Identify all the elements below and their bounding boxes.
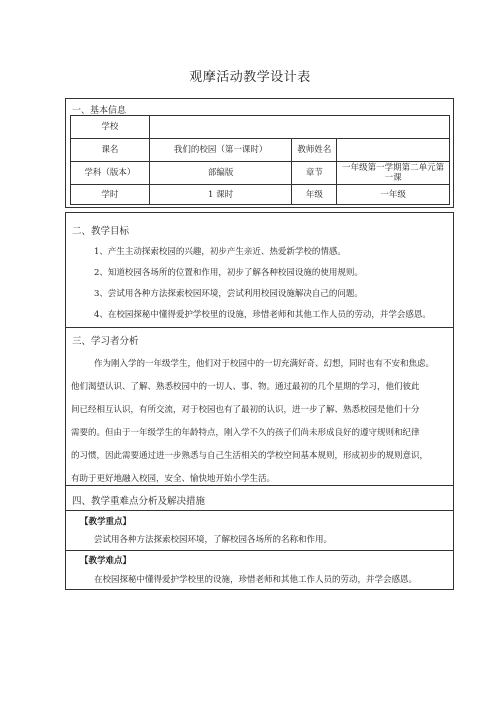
main-content-section [65, 212, 454, 590]
difficulty-label: 【教学难点】 [80, 556, 132, 566]
section-divider [66, 327, 453, 328]
value-hours[interactable]: 1 课时 [149, 185, 292, 205]
value-teacher[interactable] [337, 139, 450, 162]
label-chapter: 章节 [292, 162, 337, 185]
paragraph-line: 的习惯，因此需要通过进一步熟悉与自己生活相关的学校空间基本规则，形成初步的规则意识， [71, 451, 429, 461]
value-subject[interactable]: 部编版 [149, 162, 292, 185]
objective-item: 1、产生主动探索校园的兴趣，初步产生亲近、热爱新学校的情感。 [94, 247, 346, 257]
label-school: 学校 [71, 116, 150, 139]
value-school[interactable] [149, 116, 449, 139]
section-divider [66, 485, 453, 486]
objective-item: 2、知道校园各场所的位置和作用，初步了解各种校园设施的使用规则。 [94, 268, 363, 278]
label-grade: 年级 [292, 185, 337, 205]
label-lesson: 课名 [71, 139, 150, 162]
basic-info-section [65, 98, 454, 208]
basic-info-table [70, 115, 450, 205]
section-divider [66, 510, 453, 511]
value-chapter[interactable]: 一年级第一学期第二单元第一课 [337, 162, 450, 185]
difficulty-text: 在校园探秘中懂得爱护学校里的设施，珍惜老师和其他工作人员的劳动，并学会感恩。 [94, 575, 418, 585]
key-points-heading: 四、教学重难点分析及解决措施 [72, 496, 206, 507]
section-divider [66, 550, 453, 551]
paragraph-line: 需要的。但由于一年级学生的年龄特点，刚入学不久的孩子们尚未形成良好的遵守规则和纪律 [71, 428, 420, 438]
objectives-heading: 二、教学目标 [72, 226, 130, 237]
objective-item: 3、尝试用各种方法探索校园环境，尝试利用校园设施解决自己的问题。 [94, 289, 363, 299]
label-subject: 学科（版本） [71, 162, 150, 185]
key-point-label: 【教学重点】 [80, 517, 132, 527]
basic-info-heading: 一、基本信息 [72, 106, 127, 116]
paragraph-line: 他们渴望认识、了解、熟悉校园中的一切人、事、物。通过最初的几个星期的学习，他们彼此 [71, 382, 420, 392]
value-lesson[interactable]: 我们的校园（第一课时） [149, 139, 292, 162]
key-point-text: 尝试用各种方法探索校园环境，了解校园各场所的名称和作用。 [94, 535, 333, 545]
label-teacher: 教师姓名 [292, 139, 337, 162]
objective-item: 4、在校园探秘中懂得爱护学校里的设施，珍惜老师和其他工作人员的劳动，并学会感恩。 [94, 310, 431, 320]
label-hours: 学时 [71, 185, 150, 205]
document-title: 观摩活动教学设计表 [189, 70, 311, 85]
paragraph-line: 间已经相互认识，有所交流，对于校园也有了最初的认识，进一步了解、熟悉校园是他们十分 [71, 405, 420, 415]
value-grade[interactable]: 一年级 [337, 185, 450, 205]
learner-analysis-heading: 三、学习者分析 [72, 336, 139, 347]
paragraph-line: 作为刚入学的一年级学生，他们对于校园中的一切充满好奇、幻想，同时也有不安和焦虑。 [94, 359, 435, 369]
paragraph-line: 有助于更好地融入校园，安全、愉快地开始小学生活。 [71, 474, 276, 484]
